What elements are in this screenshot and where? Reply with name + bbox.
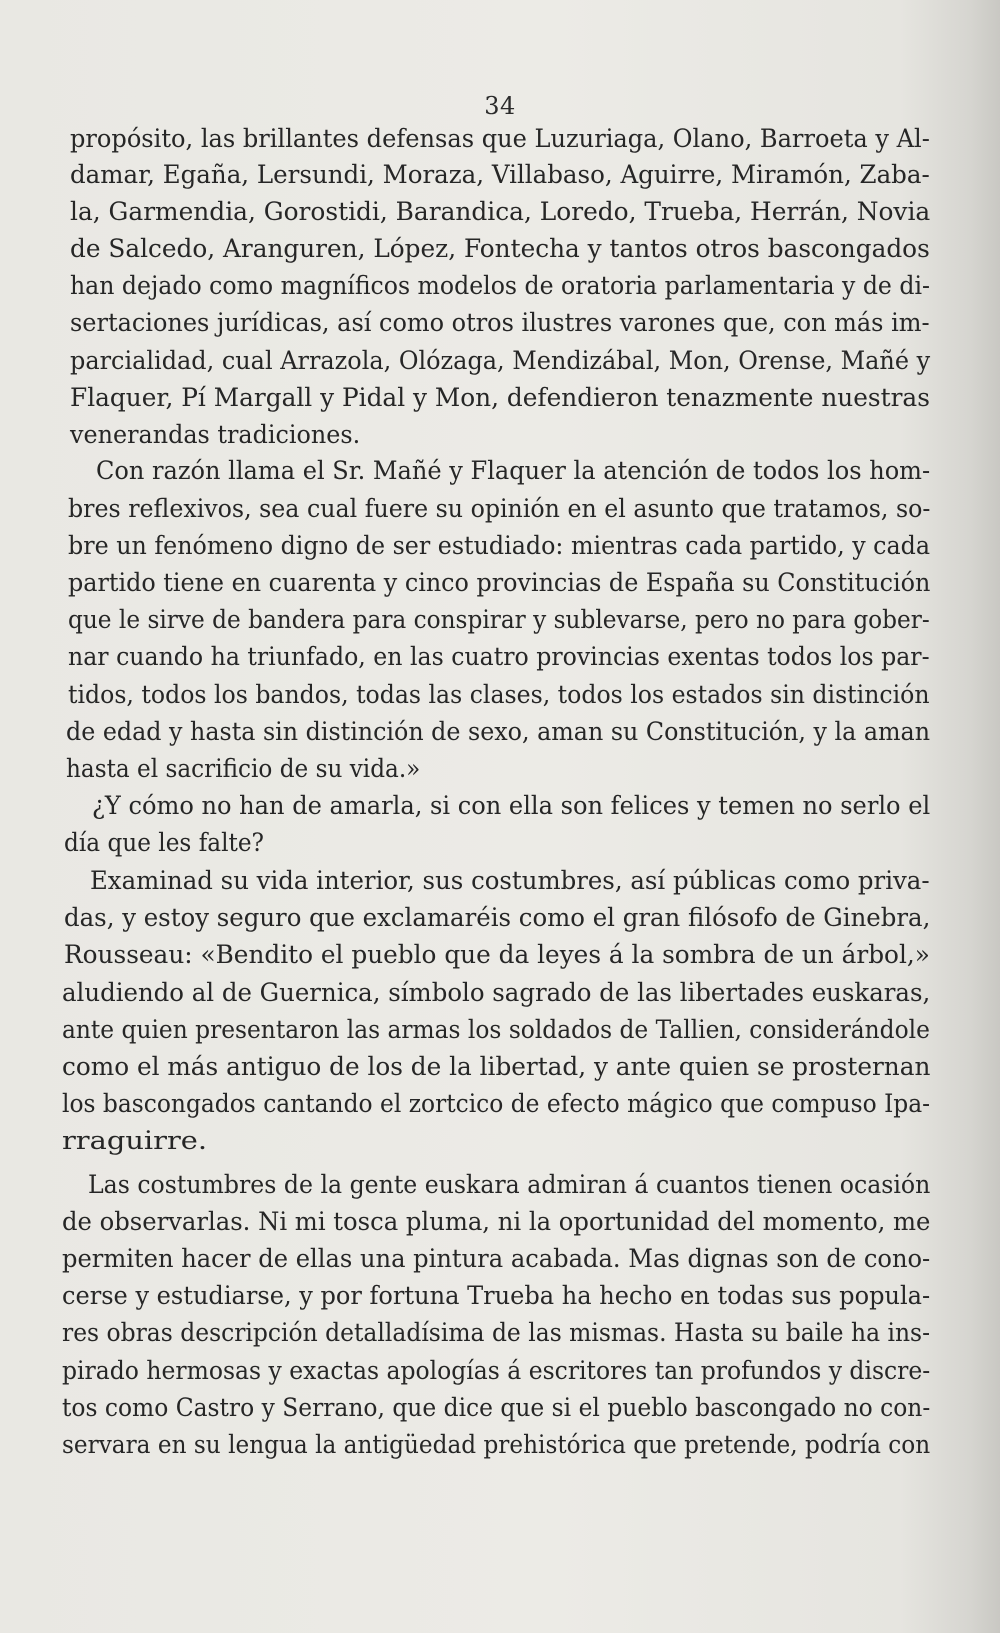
text-line: nar cuando ha triunfado, en las cuatro provincias exentas todos los par- bbox=[68, 642, 930, 672]
text-line: tidos, todos los bandos, todas las clases, todos los estados sin distinción bbox=[68, 680, 930, 710]
text-line: bre un fenómeno digno de ser estudiado: mientras cada partido, y cada bbox=[68, 531, 931, 561]
text-line: hasta el sacrificio de su vida.» bbox=[66, 754, 421, 784]
text-line: ¿Y cómo no han de amarla, si con ella son felices y temen no serlo el bbox=[92, 791, 931, 821]
text-line: han dejado como magníficos modelos de oratoria parlamentaria y de di- bbox=[70, 271, 930, 301]
text-line: permiten hacer de ellas una pintura acabada. Mas dignas son de cono- bbox=[62, 1244, 931, 1274]
text-line: partido tiene en cuarenta y cinco provincias de España su Constitución bbox=[68, 568, 931, 598]
text-line: ante quien presentaron las armas los soldados de Tallien, considerándole bbox=[62, 1015, 930, 1045]
text-line: de Salcedo, Aranguren, López, Fontecha y tantos otros bascongados bbox=[70, 234, 930, 264]
text-line: damar, Egaña, Lersundi, Moraza, Villabaso, Aguirre, Miramón, Zaba- bbox=[70, 160, 930, 190]
text-line: res obras descripción detalladísima de las mismas. Hasta su baile ha ins- bbox=[62, 1318, 930, 1348]
text-line: Las costumbres de la gente euskara admiran á cuantos tienen ocasión bbox=[88, 1170, 931, 1200]
text-line: das, y estoy seguro que exclamaréis como el gran filósofo de Ginebra, bbox=[64, 903, 931, 933]
text-line: los bascongados cantando el zortcico de efecto mágico que compuso Ipa- bbox=[62, 1089, 931, 1119]
text-line: rraguirre. bbox=[62, 1126, 208, 1156]
text-line: como el más antiguo de los de la libertad, y ante quien se prosternan bbox=[62, 1052, 931, 1082]
text-line: la, Garmendia, Gorostidi, Barandica, Loredo, Trueba, Herrán, Novia bbox=[70, 197, 931, 227]
text-line: de edad y hasta sin distinción de sexo, aman su Constitución, y la aman bbox=[66, 717, 931, 747]
text-line: Rousseau: «Bendito el pueblo que da leyes á la sombra de un árbol,» bbox=[64, 940, 930, 970]
text-line: aludiendo al de Guernica, símbolo sagrado de las libertades euskaras, bbox=[62, 978, 931, 1008]
text-line: pirado hermosas y exactas apologías á escritores tan profundos y discre- bbox=[62, 1356, 931, 1386]
text-line: que le sirve de bandera para conspirar y sublevarse, pero no para gober- bbox=[68, 605, 930, 635]
text-line: parcialidad, cual Arrazola, Olózaga, Mendizábal, Mon, Orense, Mañé y bbox=[70, 346, 931, 376]
text-line: Examinad su vida interior, sus costumbres, así públicas como priva- bbox=[90, 866, 930, 896]
text-line: Flaquer, Pí Margall y Pidal y Mon, defendieron tenazmente nuestras bbox=[70, 383, 930, 413]
text-line: día que les falte? bbox=[64, 828, 264, 858]
text-line: propósito, las brillantes defensas que Luzuriaga, Olano, Barroeta y Al- bbox=[70, 124, 930, 154]
text-line: bres reflexivos, sea cual fuere su opinión en el asunto que tratamos, so- bbox=[68, 494, 931, 524]
text-line: sertaciones jurídicas, así como otros ilustres varones que, con más im- bbox=[70, 308, 930, 338]
text-line: Con razón llama el Sr. Mañé y Flaquer la atención de todos los hom- bbox=[96, 456, 931, 486]
text-line: de observarlas. Ni mi tosca pluma, ni la oportunidad del momento, me bbox=[62, 1207, 931, 1237]
text-line: cerse y estudiarse, y por fortuna Trueba ha hecho en todas sus popula- bbox=[62, 1281, 931, 1311]
text-line: venerandas tradiciones. bbox=[70, 420, 361, 450]
text-line: servara en su lengua la antigüedad prehistórica que pretende, podría con bbox=[62, 1430, 931, 1460]
page-number: 34 bbox=[484, 92, 516, 120]
text-line: tos como Castro y Serrano, que dice que si el pueblo bascongado no con- bbox=[62, 1393, 931, 1423]
